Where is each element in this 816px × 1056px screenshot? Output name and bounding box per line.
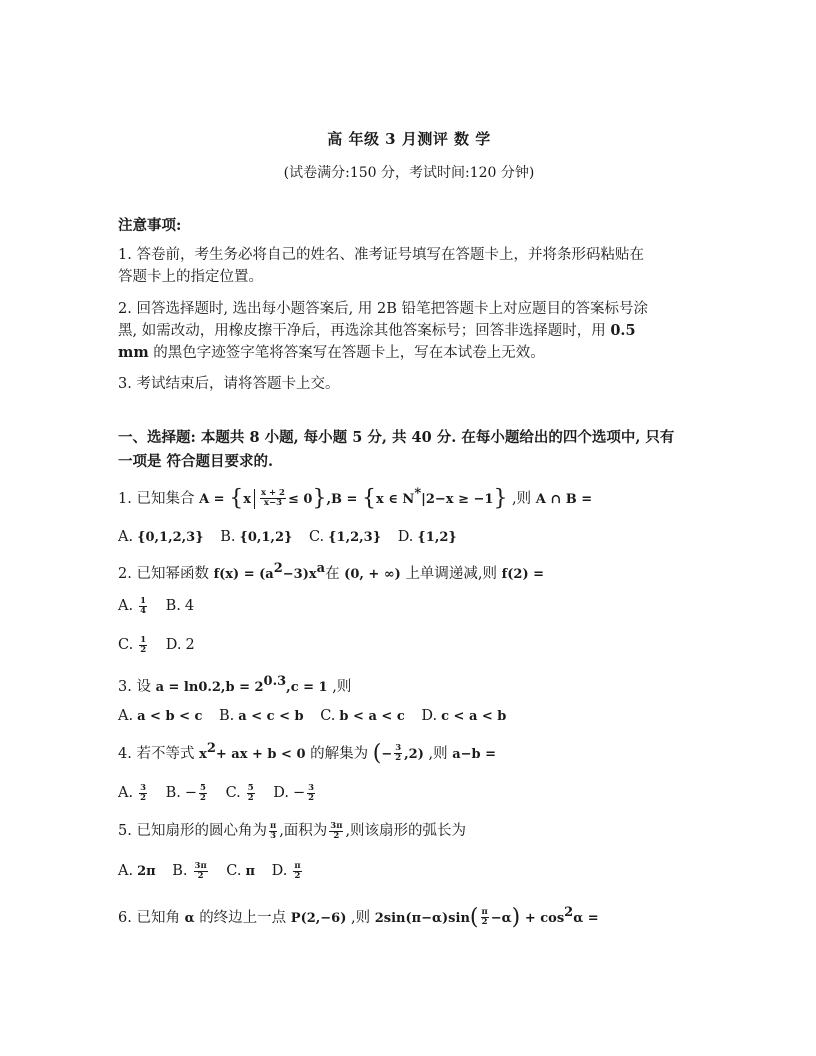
notice-item-3 — [118, 373, 700, 395]
notice-item-3-text: 3. 考试结束后，请将答题卡上交。 — [118, 376, 340, 392]
question-1 — [118, 483, 592, 511]
q2-option-b[interactable]: B. 4 — [165, 598, 195, 614]
notice-item-1-line-2: 答题卡上的指定位置。 — [118, 269, 263, 285]
q2-interval: (0, + ∞) — [344, 566, 401, 582]
notice-item-2 — [118, 298, 700, 364]
q1-fraction-num: x + 2 — [260, 488, 285, 499]
q1-set-b-var: x ∈ N — [376, 491, 415, 507]
exam-page — [118, 0, 700, 1056]
q1-option-d[interactable]: D. {1,2} — [397, 529, 457, 545]
question-5 — [118, 820, 466, 842]
q2-f: f(x) = (a — [213, 566, 274, 582]
q2-mid: 上单调递减,则 — [405, 565, 498, 582]
q3-prefix: 3. 设 — [118, 678, 151, 695]
q4-suffix: ,则 — [428, 745, 448, 762]
q5-prefix: 5. 已知扇形的圆心角为 — [118, 823, 267, 839]
notice-item-2-line-3-text: 的黑色字迹签字笔将答案写在答题卡上，写在本试卷上无效。 — [148, 345, 545, 361]
q5-option-c[interactable]: C. π — [226, 863, 255, 879]
q2-f2: f(2) = — [501, 566, 545, 582]
q6-expr-b: −α — [490, 910, 512, 926]
notice-item-2-line-1: 2. 回答选择题时, 选出每小题答案后, 用 2B 铅笔把答题卡上对应题目的答案标号涂 — [118, 301, 648, 317]
q2-option-c-fraction: $\frac{1}{2}$ — [140, 634, 147, 655]
q5-fraction-2: $\frac{3\pi}{2}$ — [330, 820, 343, 841]
question-3 — [118, 671, 351, 699]
q1-set-b: ,B = — [326, 491, 358, 507]
q1-fraction-den: x−3 — [263, 498, 283, 509]
q1-set-a-head: A = — [199, 491, 225, 507]
q5-option-a[interactable]: A. 2π — [118, 863, 156, 879]
notice-item-2-line-2-text: 黑, 如需改动，用橡皮擦干净后，再选涂其他答案标号；回答非选择题时，用 — [118, 323, 606, 339]
q4-expr2: a−b = — [452, 746, 497, 762]
notice-item-2-line-3 — [118, 342, 700, 364]
q3-expr-a: a = ln0.2,b = 2 — [155, 679, 264, 695]
q3-expr-c: ,c = 1 — [286, 679, 328, 695]
q6-paren-open: ( — [469, 904, 479, 930]
q5-fraction-1: $\frac{\pi}{3}$ — [269, 820, 277, 841]
q6-expr-a: 2sin(π−α)sin — [374, 910, 470, 926]
question-2 — [118, 558, 544, 586]
q6-expr-c: + cos — [524, 910, 565, 926]
notice-item-2-line-2-bold: 0.5 — [610, 322, 636, 339]
q3-option-b[interactable]: B. a < c < b — [219, 708, 304, 724]
q6-prefix: 6. 已知角 — [118, 909, 180, 926]
q5-option-d[interactable]: D. $\frac{\pi}{2}$ — [271, 860, 301, 881]
q4-options — [118, 782, 329, 804]
q1-option-c[interactable]: C. {1,2,3} — [308, 529, 382, 545]
q2-options-row-1 — [118, 595, 206, 617]
q2-prefix: 2. 已知幂函数 — [118, 565, 209, 582]
q4-sq: 2 — [206, 741, 216, 756]
q2-option-a-fraction: $\frac{1}{4}$ — [140, 595, 147, 616]
q2-sq: 2 — [273, 561, 283, 576]
q1-bar — [254, 489, 255, 509]
q4-fraction: $\frac{3}{2}$ — [395, 743, 402, 764]
q5-options — [118, 860, 316, 883]
q3-suffix: ,则 — [332, 678, 352, 695]
q4-expr-rest: + ax + b < 0 — [215, 746, 306, 762]
q1-option-b[interactable]: B. {0,1,2} — [220, 529, 293, 545]
q1-option-a[interactable]: A. {0,1,2,3} — [118, 529, 204, 545]
q4-prefix: 4. 若不等式 — [118, 745, 195, 762]
notice-item-2-line-3-bold: mm — [118, 344, 149, 361]
q4-mid: 的解集为 — [310, 745, 369, 762]
q4-paren-open: ( — [372, 740, 382, 766]
q5-suffix: ,则该扇形的弧长为 — [345, 823, 467, 839]
q6-alpha: α — [184, 910, 195, 926]
q6-point: P(2,−6) — [290, 910, 347, 926]
q2-sup-a: a — [316, 561, 326, 576]
notice-item-1 — [118, 244, 700, 288]
q3-option-a[interactable]: A. a < b < c — [118, 708, 203, 724]
exam-subtitle: (试卷满分:150 分，考试时间:120 分钟) — [283, 165, 535, 181]
q6-expr-d: α = — [573, 910, 599, 926]
question-6 — [118, 902, 599, 930]
q3-option-c[interactable]: C. b < a < c — [320, 708, 405, 724]
q1-star: * — [414, 486, 422, 501]
notice-item-2-line-2 — [118, 320, 700, 342]
q1-var-x: x — [243, 491, 251, 507]
section-1-heading — [118, 426, 700, 474]
notice-item-1-line-1: 1. 答卷前，考生务必将自己的姓名、准考证号填写在答题卡上，并将条形码粘贴在 — [118, 247, 644, 263]
q1-suffix: ,则 — [512, 490, 532, 507]
q2-option-c[interactable]: C. $\frac{1}{2}$ — [118, 634, 147, 655]
q5-option-b[interactable]: B. $\frac{3\pi}{2}$ — [172, 860, 207, 881]
q1-fraction — [260, 489, 286, 508]
q4-option-c[interactable]: C. $\frac{5}{2}$ — [225, 782, 254, 803]
q3-option-d[interactable]: D. c < a < b — [421, 708, 507, 724]
q1-options — [118, 526, 469, 549]
q4-option-b[interactable]: B. − $\frac{5}{2}$ — [165, 782, 206, 803]
q1-brace-open-a: { — [229, 485, 244, 511]
section-1-line-1: 一、选择题: 本题共 8 小题, 每小题 5 分, 共 40 分. 在每小题给出的四个选项中, 只有 — [118, 429, 675, 446]
exam-title: 高 年级 3 月测评 数 学 — [327, 130, 491, 148]
q6-fraction: $\frac{\pi}{2}$ — [481, 907, 488, 928]
q2-in: 在 — [325, 565, 340, 582]
q6-mid: 的终边上一点 — [199, 909, 287, 926]
section-1-line-2: 一项是 符合题目要求的. — [118, 453, 274, 470]
notice-heading: 注意事项: — [118, 217, 182, 234]
q1-set-b-cond: |2−x ≥ −1 — [421, 491, 494, 507]
q6-paren-close: ) — [511, 904, 521, 930]
q1-expr: A ∩ B = — [535, 491, 593, 507]
q4-expr-x: x — [199, 746, 207, 762]
q2-option-a[interactable]: A. $\frac{1}{4}$ — [118, 595, 147, 616]
q4-option-d[interactable]: D. − $\frac{3}{2}$ — [273, 782, 315, 803]
q1-le0: ≤ 0 — [287, 491, 313, 507]
q1-brace-close-a: } — [312, 485, 327, 511]
q1-brace-open-b: { — [362, 485, 376, 511]
q3-exp: 0.3 — [263, 674, 287, 689]
q6-suffix: ,则 — [351, 909, 371, 926]
q2-options-row-2 — [118, 634, 207, 656]
q2-rest: −3)x — [282, 566, 317, 582]
q4-option-a[interactable]: A. $\frac{3}{2}$ — [118, 782, 147, 803]
q4-neg: − — [381, 746, 393, 762]
q1-brace-close-b: } — [493, 485, 508, 511]
q1-prefix: 1. 已知集合 — [118, 490, 195, 507]
q2-option-d[interactable]: D. 2 — [165, 637, 195, 653]
q5-mid: ,面积为 — [279, 823, 328, 839]
q3-options — [118, 705, 518, 728]
question-4 — [118, 738, 496, 766]
q4-paren-rest: ,2) — [404, 746, 424, 762]
q6-sq: 2 — [564, 905, 574, 920]
